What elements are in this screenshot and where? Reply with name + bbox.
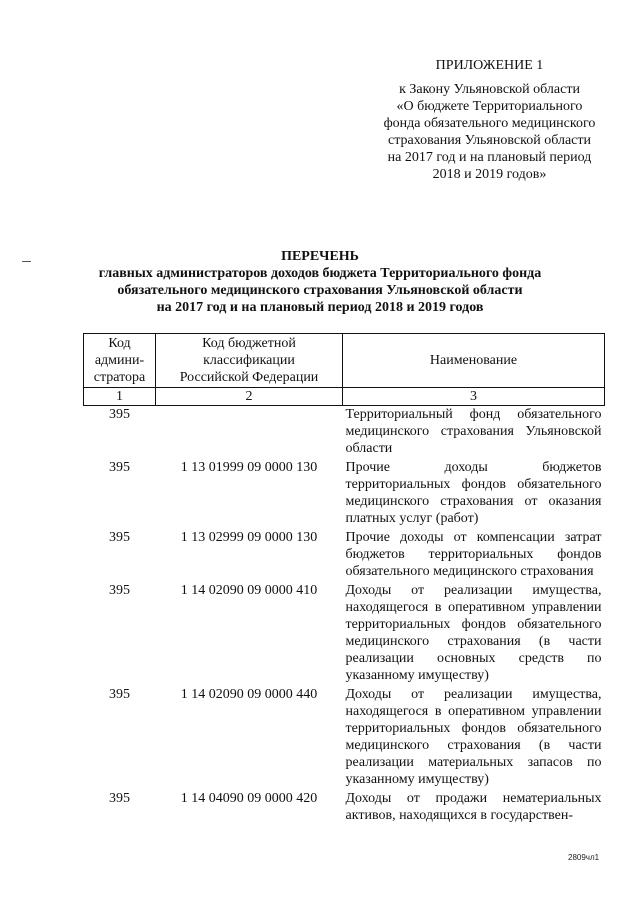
- title-line: главных администраторов доходов бюджета Территориального фонда: [98, 266, 542, 281]
- budget-code-cell: 1 13 02999 09 0000 130: [180, 530, 318, 545]
- title-line: обязательного медицинского страхования Ульяновской области: [117, 283, 523, 298]
- title-line: на 2017 год и на плановый период 2018 и 2019 годов: [156, 300, 484, 315]
- administrators-table: [83, 333, 605, 826]
- appendix-line: фонда обязательного медицинского: [383, 116, 596, 131]
- header-line: стратора: [93, 370, 146, 385]
- appendix-line: на 2017 год и на плановый период: [387, 150, 592, 165]
- table-number-row: [84, 388, 605, 406]
- appendix-line: к Закону Ульяновской области: [399, 82, 580, 97]
- budget-code-cell: 1 14 02090 09 0000 410: [180, 583, 318, 598]
- admin-code-cell: 395: [109, 687, 130, 702]
- column-number: 3: [343, 388, 605, 406]
- header-line: админи-: [94, 353, 145, 368]
- title-heading: ПЕРЕЧЕНЬ: [281, 249, 359, 264]
- appendix-line: 2018 и 2019 годов»: [432, 167, 547, 182]
- scan-mark: [22, 261, 31, 262]
- header-admin-code: [84, 334, 156, 388]
- header-budget-code: [156, 334, 343, 388]
- column-number: 2: [156, 388, 343, 406]
- table-row: [84, 686, 605, 790]
- budget-code-cell: 1 14 02090 09 0000 440: [180, 687, 318, 702]
- admin-code-cell: 395: [109, 530, 130, 545]
- table-row: [84, 529, 605, 582]
- header-line: Российской Федерации: [179, 370, 319, 385]
- name-cell: Доходы от реализации имущества, находящегося в оперативном управлении территориальных фондов обязательного медицинского страхования (в части реализации материальных запасов по указанному имуществу): [345, 687, 602, 787]
- page-footer-code: 2809чл1: [568, 853, 600, 862]
- column-number: 1: [84, 388, 156, 406]
- table-row: [84, 790, 605, 826]
- name-cell: Территориальный фонд обязательного медицинского страхования Ульяновской области: [345, 407, 602, 456]
- header-line: классификации: [203, 353, 295, 368]
- header-line: Код: [108, 336, 131, 351]
- budget-code-cell: 1 14 04090 09 0000 420: [180, 791, 318, 806]
- admin-code-cell: 395: [109, 791, 130, 806]
- admin-code-cell: 395: [109, 407, 130, 422]
- appendix-line: «О бюджете Территориального: [396, 99, 583, 114]
- table-row: [84, 406, 605, 460]
- document-title: [70, 248, 570, 316]
- name-cell: Доходы от реализации имущества, находящегося в оперативном управлении территориальных фондов обязательного медицинского страхования (в части реализации основных средств по указанному имуществу): [345, 583, 602, 683]
- admin-code-cell: 395: [109, 583, 130, 598]
- appendix-heading: ПРИЛОЖЕНИЕ 1: [435, 58, 544, 73]
- header-name: Наименование: [343, 334, 605, 388]
- budget-code-cell: 1 13 01999 09 0000 130: [180, 460, 318, 475]
- appendix-block: [372, 57, 607, 183]
- header-line: Код бюджетной: [202, 336, 296, 351]
- table-row: [84, 582, 605, 686]
- budget-code-cell: [156, 406, 343, 460]
- name-cell: Доходы от продажи нематериальных активов, находящихся в государствен-: [345, 791, 602, 823]
- table-header-row: [84, 334, 605, 388]
- name-cell: Прочие доходы бюджетов территориальных фондов обязательного медицинского страхования от оказания платных услуг (работ): [345, 460, 602, 526]
- appendix-line: страхования Ульяновской области: [387, 133, 591, 148]
- table-row: [84, 459, 605, 529]
- name-cell: Прочие доходы от компенсации затрат бюджетов территориальных фондов обязательного медицинского страхования: [345, 530, 602, 579]
- admin-code-cell: 395: [109, 460, 130, 475]
